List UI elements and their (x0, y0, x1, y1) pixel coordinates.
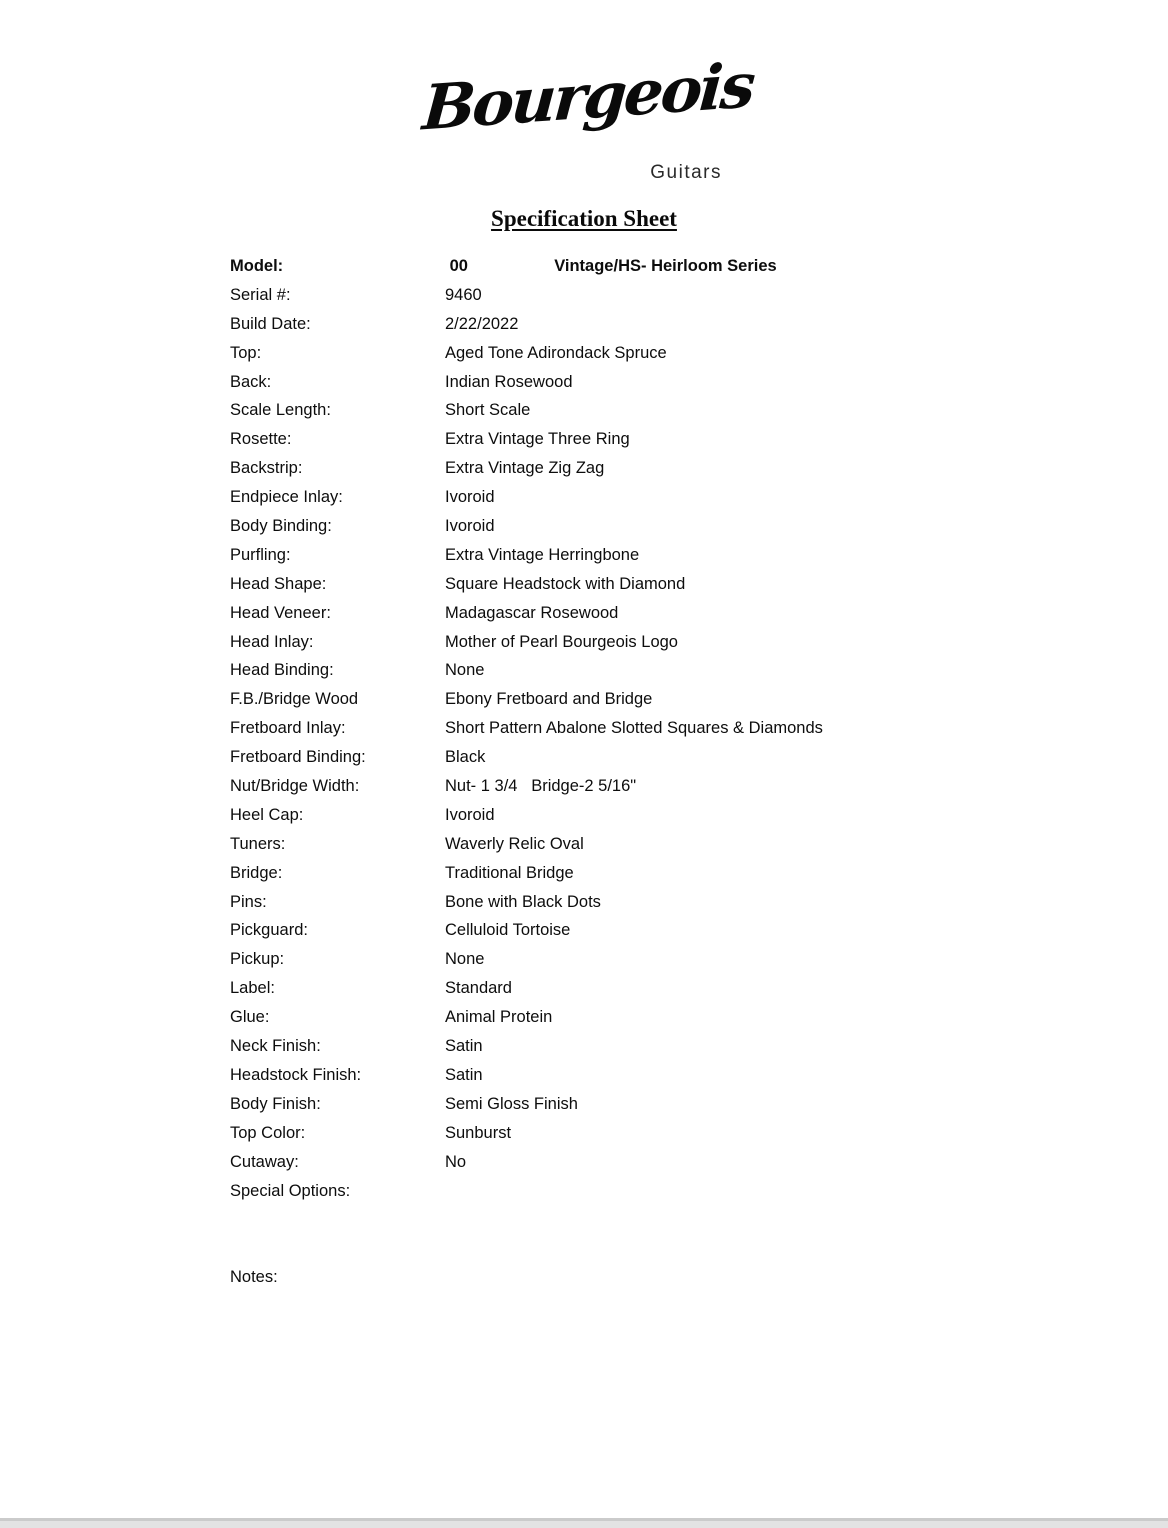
spec-value: Aged Tone Adirondack Spruce (445, 343, 667, 362)
spec-value: Short Scale (445, 401, 531, 420)
spec-row (230, 368, 990, 397)
spec-row (230, 310, 990, 339)
spec-label: Headstock Finish: (230, 1065, 362, 1084)
spec-value: Ivoroid (445, 488, 495, 507)
spec-value: Extra Vintage Zig Zag (445, 459, 605, 478)
spec-row (230, 570, 990, 599)
spec-value: 2/22/2022 (445, 314, 519, 333)
spec-label: Pins: (230, 892, 267, 911)
spec-row (230, 916, 990, 945)
spec-row (230, 454, 990, 483)
spec-value: Traditional Bridge (445, 863, 574, 882)
spec-value: Ivoroid (445, 805, 495, 824)
spec-label: Scale Length: (230, 401, 331, 420)
spec-row (230, 656, 990, 685)
bourgeois-logo (420, 48, 755, 196)
spec-label: Top Color: (230, 1123, 306, 1142)
spec-row (230, 483, 990, 512)
spec-label: Tuners: (230, 834, 286, 853)
spec-value: None (445, 950, 485, 969)
spec-label: Head Veneer: (230, 603, 331, 622)
model-label: Model: (230, 257, 284, 275)
spec-row (230, 830, 990, 859)
spec-row (230, 1090, 990, 1119)
spec-row (230, 859, 990, 888)
spec-label: Cutaway: (230, 1152, 299, 1171)
spec-rows (230, 281, 990, 1206)
spec-row (230, 1061, 990, 1090)
spec-label: F.B./Bridge Wood (230, 690, 359, 709)
spec-label: Backstrip: (230, 459, 303, 478)
spec-row (230, 1119, 990, 1148)
spec-label: Body Finish: (230, 1094, 321, 1113)
model-series: Vintage/HS- Heirloom Series (554, 257, 777, 275)
spec-row (230, 628, 990, 657)
spec-value: Extra Vintage Herringbone (445, 545, 640, 564)
spec-label: Pickup: (230, 950, 285, 969)
spec-row (230, 281, 990, 310)
spec-value: Satin (445, 1037, 483, 1056)
spec-value: Black (445, 748, 486, 767)
spec-row (230, 714, 990, 743)
spec-label: Fretboard Binding: (230, 748, 366, 767)
spec-row (230, 685, 990, 714)
spec-value: Indian Rosewood (445, 372, 573, 391)
spec-row (230, 541, 990, 570)
spec-row (230, 1177, 990, 1206)
spec-value: Sunburst (445, 1123, 512, 1142)
spec-value: None (445, 661, 485, 680)
spec-row (230, 396, 990, 425)
spec-value: Celluloid Tortoise (445, 921, 571, 940)
notes-spacer (230, 1205, 990, 1263)
spec-row (230, 801, 990, 830)
spec-label: Head Inlay: (230, 632, 314, 651)
spec-table (230, 252, 990, 1292)
spec-row (230, 339, 990, 368)
spec-label: Rosette: (230, 430, 292, 449)
spec-value: Semi Gloss Finish (445, 1094, 578, 1113)
spec-label: Nut/Bridge Width: (230, 777, 360, 796)
spec-row (230, 772, 990, 801)
spec-value: Short Pattern Abalone Slotted Squares & Diamonds (445, 719, 823, 738)
spec-row (230, 1148, 990, 1177)
spec-label: Pickguard: (230, 921, 308, 940)
spec-label: Head Binding: (230, 661, 334, 680)
spec-label: Heel Cap: (230, 805, 304, 824)
spec-label: Endpiece Inlay: (230, 488, 343, 507)
spec-value: Bone with Black Dots (445, 892, 601, 911)
spec-label: Bridge: (230, 863, 283, 882)
spec-label: Head Shape: (230, 574, 327, 593)
spec-value: Extra Vintage Three Ring (445, 430, 630, 449)
spec-label: Top: (230, 343, 262, 362)
spec-value: Square Headstock with Diamond (445, 574, 686, 593)
spec-value: Nut- 1 3/4 Bridge-2 5/16" (445, 777, 637, 796)
spec-value: Mother of Pearl Bourgeois Logo (445, 632, 678, 651)
spec-label: Neck Finish: (230, 1037, 321, 1056)
spec-row (230, 1032, 990, 1061)
spec-value: 9460 (445, 285, 482, 304)
bourgeois-logo-guitars-text: Guitars (650, 162, 722, 183)
page-title: Specification Sheet (491, 206, 677, 231)
model-value: 00 (449, 257, 468, 275)
spec-row (230, 599, 990, 628)
spec-row (230, 743, 990, 772)
spec-row (230, 888, 990, 917)
spec-row (230, 425, 990, 454)
spec-label: Body Binding: (230, 517, 332, 536)
spec-row (230, 945, 990, 974)
notes-label: Notes: (230, 1268, 278, 1287)
spec-row (230, 974, 990, 1003)
spec-value: Animal Protein (445, 1008, 553, 1027)
notes-row (230, 1263, 990, 1292)
spec-label: Special Options: (230, 1181, 351, 1200)
spec-row (230, 512, 990, 541)
spec-value: Madagascar Rosewood (445, 603, 619, 622)
spec-label: Back: (230, 372, 272, 391)
spec-label: Purfling: (230, 545, 291, 564)
spec-label: Glue: (230, 1008, 270, 1027)
spec-label: Build Date: (230, 314, 311, 333)
spec-value: Satin (445, 1065, 483, 1084)
spec-value: Waverly Relic Oval (445, 834, 584, 853)
spec-label: Fretboard Inlay: (230, 719, 346, 738)
spec-value: No (445, 1152, 467, 1171)
bourgeois-logo-script: Bourgeois (420, 48, 755, 145)
spec-value: Ebony Fretboard and Bridge (445, 690, 653, 709)
spec-row (230, 1003, 990, 1032)
spec-label: Label: (230, 979, 275, 998)
document-bottom-edge (0, 1518, 1168, 1528)
spec-label: Serial #: (230, 285, 291, 304)
model-row (230, 252, 990, 281)
spec-value: Ivoroid (445, 517, 495, 536)
spec-value: Standard (445, 979, 512, 998)
